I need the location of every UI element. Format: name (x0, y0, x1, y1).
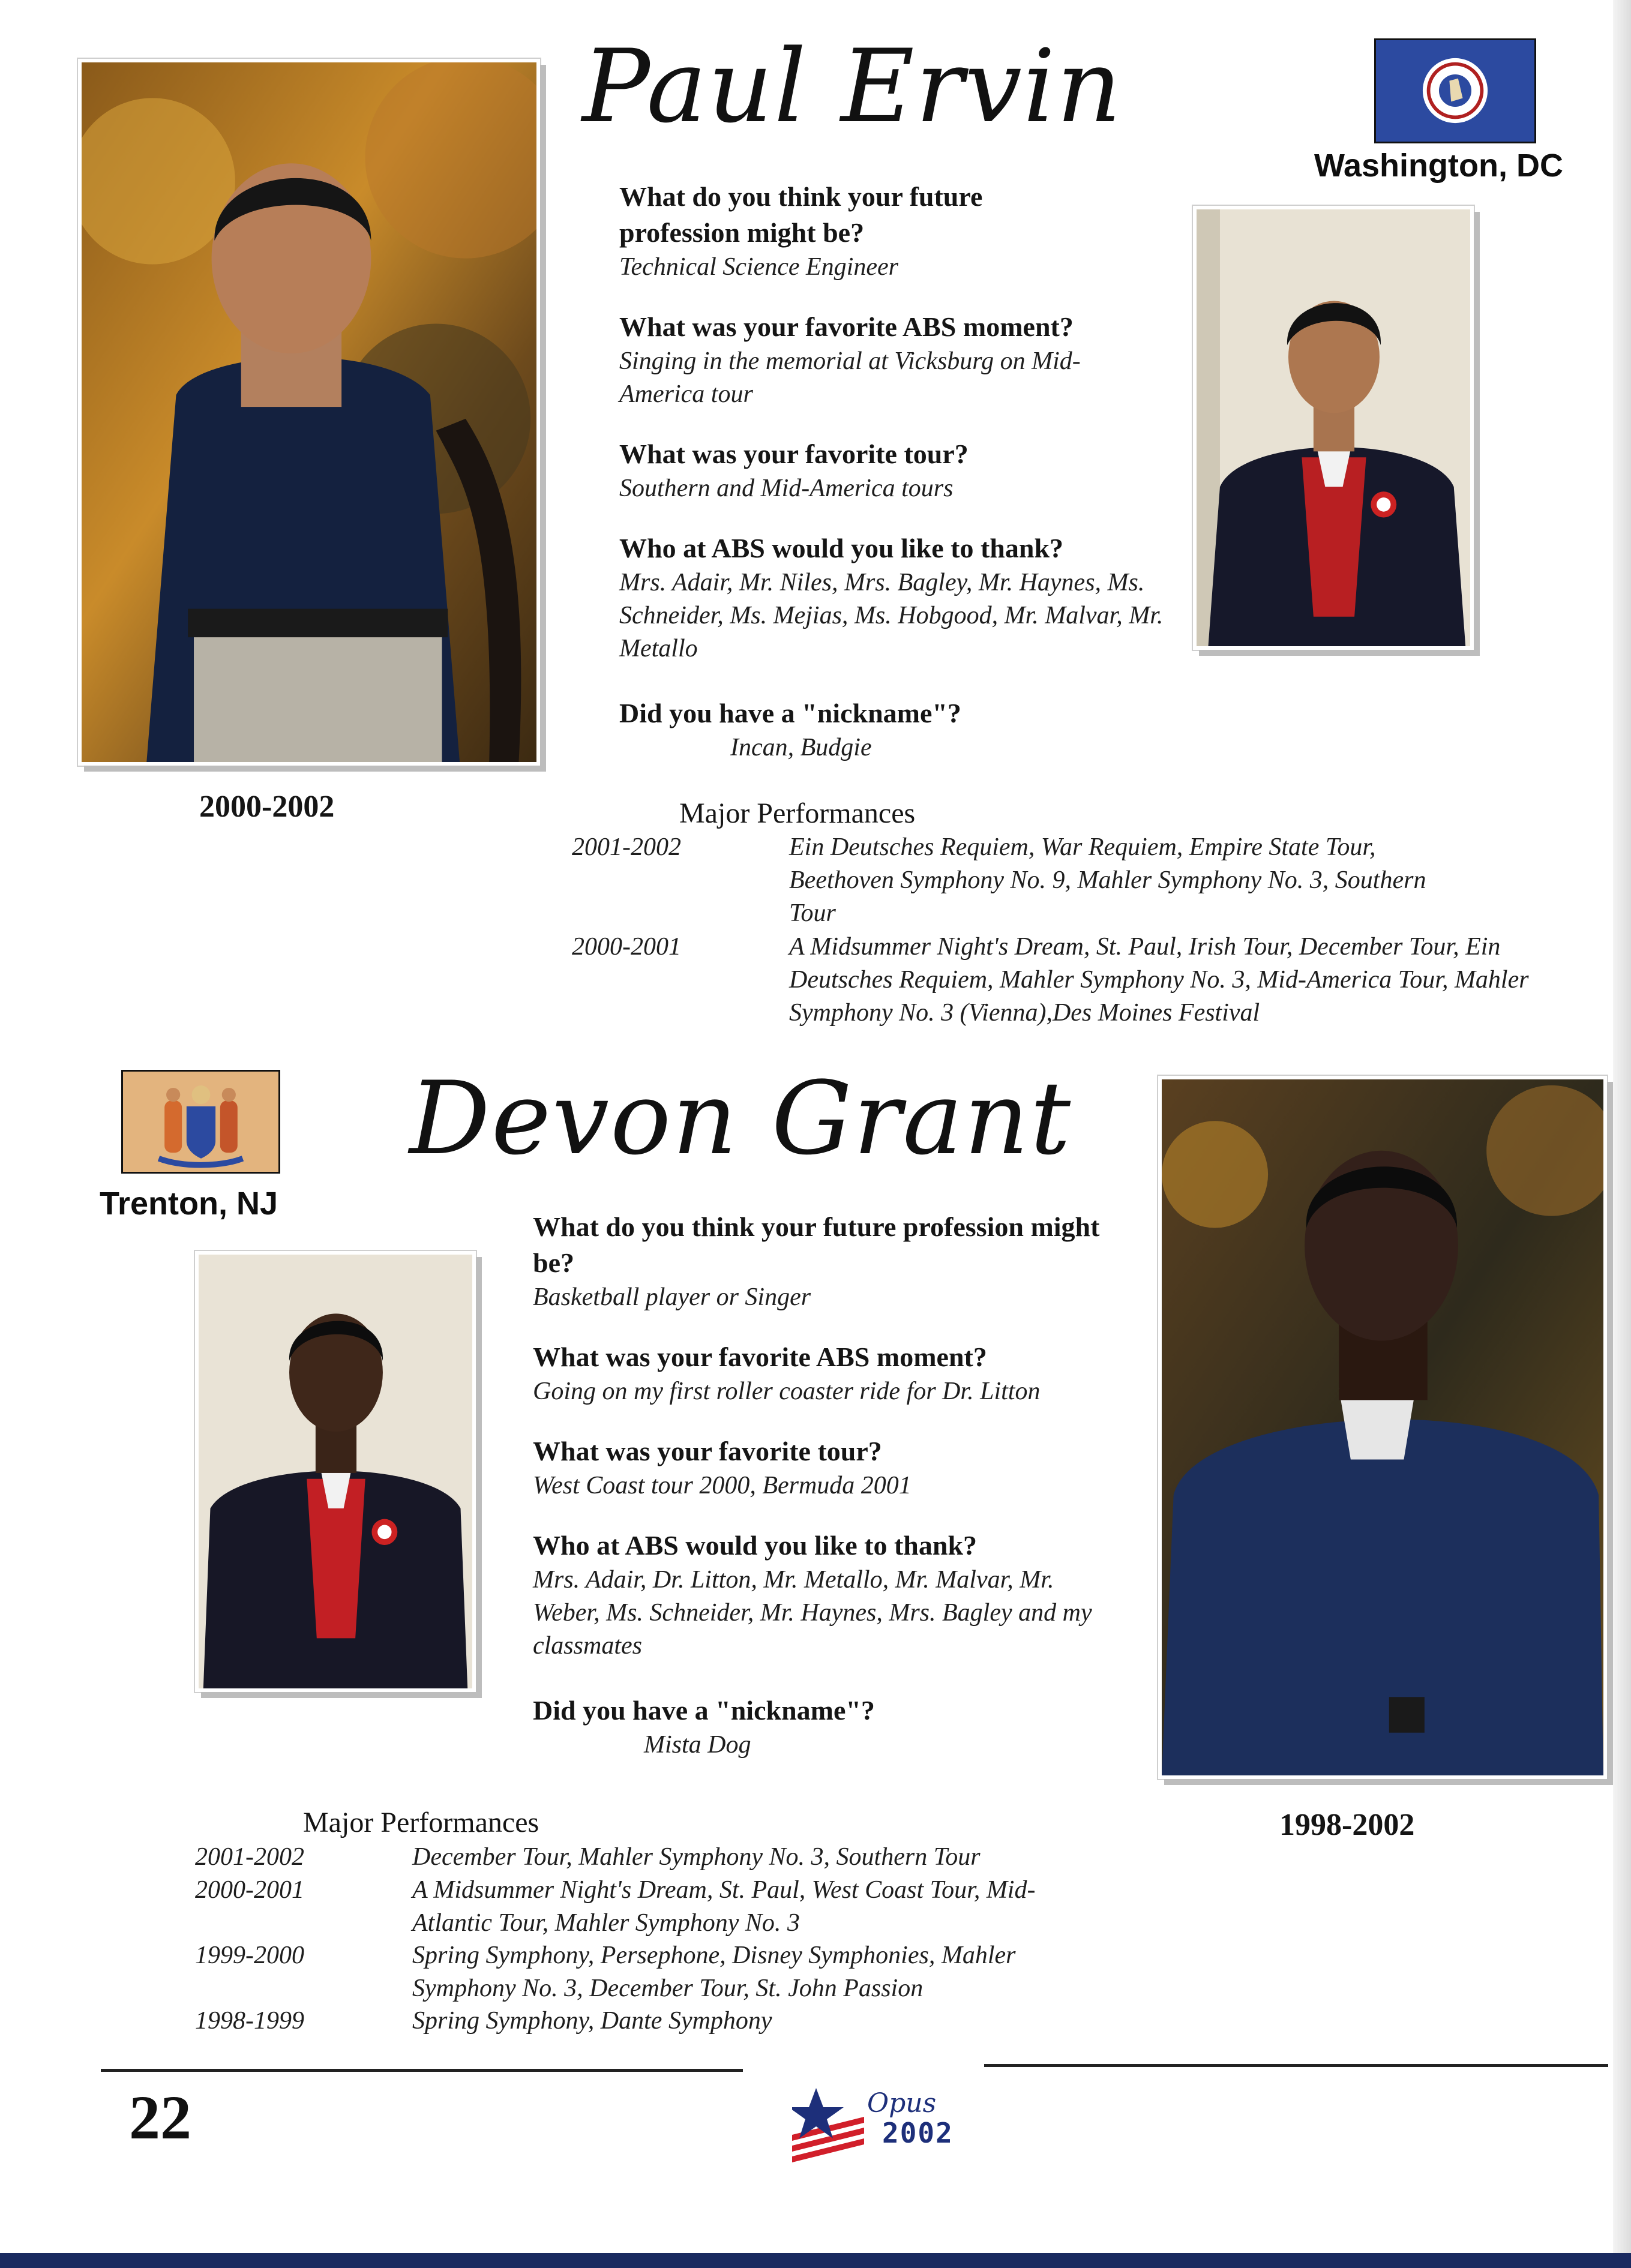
paul-question-2: What was your favorite ABS moment? (619, 311, 1074, 342)
paul-perf-year-1: 2001-2002 (572, 833, 681, 861)
footer-rule-right (984, 2064, 1608, 2067)
paul-location: Washington, DC (1314, 148, 1563, 184)
paul-perf-year-2: 2000-2001 (572, 933, 681, 961)
devon-question-3: What was your favorite tour? (533, 1436, 882, 1466)
page-bottom-edge (0, 2253, 1631, 2268)
page-number: 22 (129, 2083, 191, 2152)
devon-question-2: What was your favorite ABS moment? (533, 1342, 987, 1372)
devon-perf-year-4: 1998-1999 (195, 2007, 304, 2035)
paul-answer-4: Mrs. Adair, Mr. Niles, Mrs. Bagley, Mr. Haynes, Ms. Schneider, Ms. Mejias, Ms. Hobgood, Mr. Malvar, Mr. Metallo (619, 569, 1164, 662)
devon-perf-year-3: 1999-2000 (195, 1942, 304, 1969)
opus-year: 2002 (882, 2117, 954, 2149)
page-edge (1613, 0, 1631, 2268)
paul-perf-text-2: A Midsummer Night's Dream, St. Paul, Irish Tour, December Tour, Ein Deutsches Requiem, Mahler Symphony No. 3, Mid-America Tour, Mahler Symphony No. 3 (Vienna),Des Moines Festival (789, 933, 1529, 1027)
devon-location: Trenton, NJ (100, 1186, 278, 1222)
devon-perf-text-2: A Midsummer Night's Dream, St. Paul, West Coast Tour, Mid-Atlantic Tour, Mahler Symphony No. 3 (412, 1876, 1036, 1937)
opus-word: Opus (867, 2088, 937, 2119)
paul-answer-1: Technical Science Engineer (619, 253, 898, 281)
devon-qa-list (533, 1209, 1145, 1787)
devon-question-4: Who at ABS would you like to thank? (533, 1530, 978, 1561)
state-seal-icon (1376, 40, 1534, 142)
paul-answer-3: Southern and Mid-America tours (619, 475, 954, 502)
devon-name-title: Devon Grant (409, 1060, 1072, 1177)
paul-uniform-photo (1193, 206, 1474, 650)
paul-qa-list (619, 179, 1195, 790)
virginia-flag (1374, 38, 1536, 143)
devon-answer-2: Going on my first roller coaster ride for Dr. Litton (533, 1378, 1041, 1405)
paul-name-title: Paul Ervin (582, 28, 1123, 145)
devon-answer-1: Basketball player or Singer (533, 1283, 811, 1311)
paul-question-4: Who at ABS would you like to thank? (619, 533, 1064, 563)
new-jersey-flag (121, 1070, 280, 1174)
paul-answer-2: Singing in the memorial at Vicksburg on Mid-America tour (619, 347, 1081, 408)
paul-question-1: What do you think your future profession might be? (619, 181, 983, 248)
footer-rule-left (101, 2069, 743, 2072)
devon-performances-heading: Major Performances (303, 1807, 539, 1838)
devon-perf-text-1: December Tour, Mahler Symphony No. 3, Southern Tour (412, 1843, 981, 1871)
devon-uniform-photo (195, 1251, 476, 1692)
devon-casual-photo (1158, 1076, 1607, 1779)
paul-years: 2000-2002 (199, 790, 335, 824)
devon-years: 1998-2002 (1279, 1808, 1415, 1842)
paul-perf-text-1: Ein Deutsches Requiem, War Requiem, Empire State Tour, Beethoven Symphony No. 9, Mahler Symphony No. 3, Southern Tour (789, 833, 1426, 927)
devon-question-5: Did you have a "nickname"? (533, 1695, 875, 1726)
paul-performances-heading: Major Performances (679, 797, 916, 829)
paul-answer-5: Incan, Budgie (730, 734, 872, 761)
state-coat-of-arms-icon (123, 1072, 278, 1172)
devon-perf-text-4: Spring Symphony, Dante Symphony (412, 2007, 772, 2035)
devon-perf-year-2: 2000-2001 (195, 1876, 304, 1904)
paul-question-3: What was your favorite tour? (619, 439, 969, 469)
opus-logo (792, 2088, 972, 2166)
devon-question-1: What do you think your future profession might be? (533, 1211, 1100, 1278)
devon-answer-5: Mista Dog (644, 1731, 751, 1759)
devon-answer-4: Mrs. Adair, Dr. Litton, Mr. Metallo, Mr. Malvar, Mr. Weber, Ms. Schneider, Mr. Haynes, Mrs. Bagley and my classmates (533, 1566, 1092, 1660)
devon-answer-3: West Coast tour 2000, Bermuda 2001 (533, 1472, 912, 1499)
devon-perf-year-1: 2001-2002 (195, 1843, 304, 1871)
devon-perf-text-3: Spring Symphony, Persephone, Disney Symphonies, Mahler Symphony No. 3, December Tour, St. John Passion (412, 1942, 1016, 2002)
paul-casual-photo (78, 59, 540, 766)
paul-question-5: Did you have a "nickname"? (619, 698, 961, 728)
